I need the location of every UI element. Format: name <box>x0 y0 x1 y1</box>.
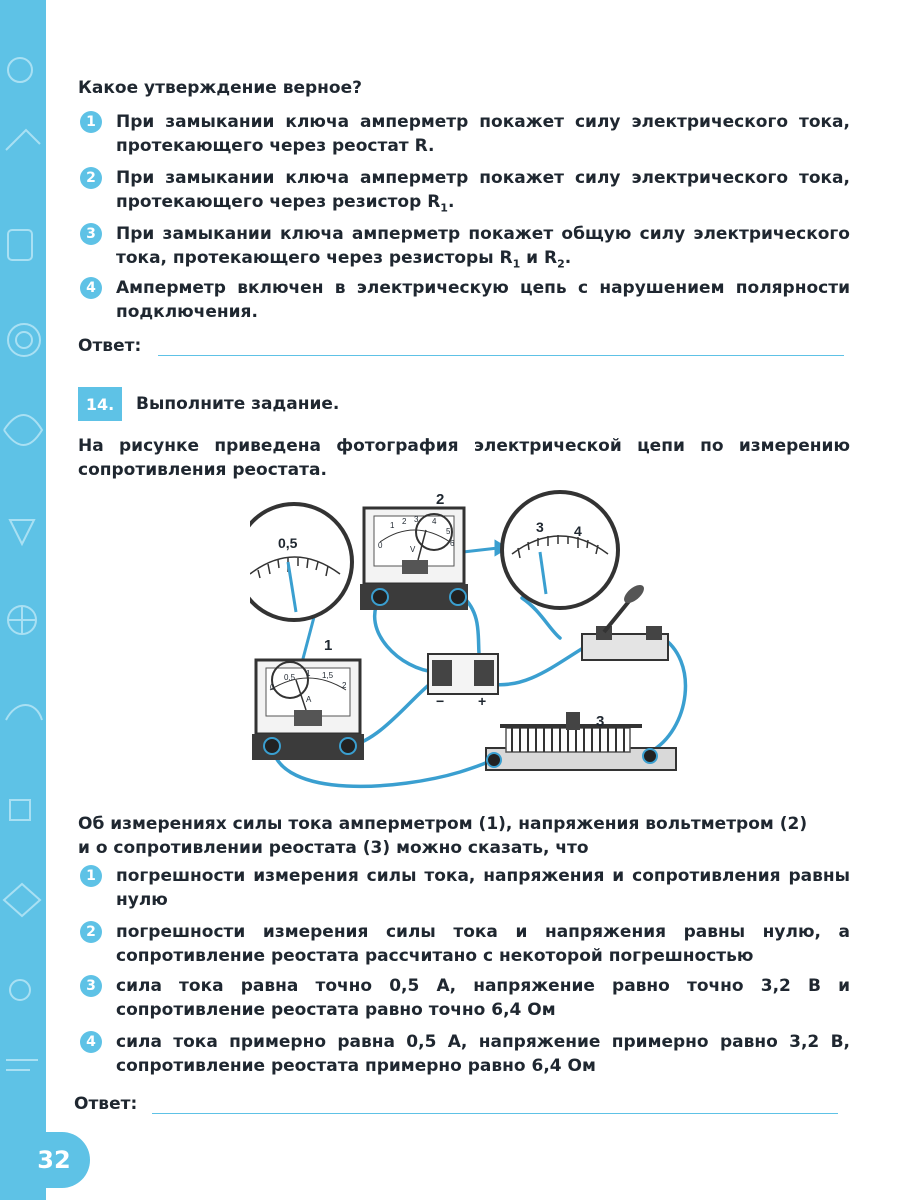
voltmeter-device <box>360 491 468 610</box>
q13-option-4[interactable] <box>78 276 850 324</box>
device-label-1: 1 <box>324 637 333 654</box>
option-text-end: . <box>447 192 455 212</box>
option-text: сила тока равна точно 0,5 А, напряжение равно точно 3,2 В и сопротивление реостата равно точно 6,4 Ом <box>116 976 850 1020</box>
voltmeter-zoom-dial <box>502 492 618 608</box>
circuit-figure <box>250 490 710 804</box>
option-text: погрешности измерения силы тока и напряжения равны нулю, а сопротивление реостата рассчитано с некоторой погрешностью <box>116 922 850 966</box>
q14-option-2[interactable] <box>78 920 850 968</box>
science-doodles-icon <box>0 0 46 1200</box>
option-text-end: . <box>564 248 572 268</box>
subscript: 1 <box>440 201 448 215</box>
option-text: При замыкании ключа амперметр покажет общую силу электрического тока, протекающего через резисторы R <box>116 224 850 268</box>
ammeter-scale-label: 1,5 <box>322 671 334 680</box>
q13-answer-field[interactable] <box>158 354 844 356</box>
ammeter-scale-label: 1 <box>306 669 311 678</box>
voltmeter-scale-label: 3 <box>414 515 419 524</box>
ammeter-device <box>252 637 364 760</box>
ammeter-scale-label: 0,5 <box>284 673 296 682</box>
battery <box>428 654 498 709</box>
q14-option-1[interactable] <box>78 864 850 912</box>
page-number: 32 <box>18 1132 90 1188</box>
task-14-lead-line-1: Об измерениях силы тока амперметром (1), напряжения вольтметром (2) <box>78 814 808 834</box>
option-number-badge: 4 <box>80 277 102 299</box>
option-number-badge: 2 <box>80 921 102 943</box>
ammeter-scale-label: 2 <box>342 681 347 690</box>
battery-plus-label: + <box>478 693 487 709</box>
side-decor-band <box>0 0 46 1200</box>
voltmeter-scale-label: 0 <box>378 541 383 550</box>
voltmeter-scale-label: 4 <box>432 517 437 526</box>
q13-answer-label: Ответ: <box>78 336 142 356</box>
device-label-3: 3 <box>596 713 605 730</box>
q13-option-1[interactable] <box>78 110 850 158</box>
option-number-badge: 4 <box>80 1031 102 1053</box>
q14-answer-label: Ответ: <box>74 1094 138 1114</box>
option-number-badge: 3 <box>80 975 102 997</box>
ammeter-zoom-dial <box>250 504 352 620</box>
zoom-tick-label: 0,5 <box>278 535 298 551</box>
q14-answer-field[interactable] <box>152 1112 838 1114</box>
option-number-badge: 3 <box>80 223 102 245</box>
subscript: 1 <box>512 257 521 271</box>
task-14-intro: На рисунке приведена фотография электрической цепи по измерению сопротивления реостата. <box>78 436 850 480</box>
option-number-badge: 1 <box>80 111 102 133</box>
option-number-badge: 2 <box>80 167 102 189</box>
zoom-tick-label: 4 <box>574 523 582 539</box>
q13-option-2[interactable] <box>78 166 850 220</box>
option-text: Амперметр включен в электрическую цепь с нарушением полярности подключения. <box>116 278 850 322</box>
zoom-tick-label: 3 <box>536 519 544 535</box>
option-text: погрешности измерения силы тока, напряжения и сопротивления равны нулю <box>116 866 850 910</box>
voltmeter-scale-label: 1 <box>390 521 395 530</box>
option-text: При замыкании ключа амперметр покажет силу электрического тока, протекающего через реостат R. <box>116 112 850 156</box>
task-number-badge: 14. <box>78 387 122 421</box>
option-text: При замыкании ключа амперметр покажет силу электрического тока, протекающего через резистор R <box>116 168 850 212</box>
q14-option-3[interactable] <box>78 974 850 1022</box>
option-number-badge: 1 <box>80 865 102 887</box>
task-14-lead-line-2: и о сопротивлении реостата (3) можно сказать, что <box>78 838 589 858</box>
option-text-mid: и R <box>520 248 558 268</box>
battery-minus-label: − <box>436 693 445 709</box>
question-13-text: Какое утверждение верное? <box>78 78 362 98</box>
voltmeter-scale-label: 5 <box>446 527 451 536</box>
ammeter-unit-label: A <box>306 695 312 704</box>
rheostat <box>486 712 676 770</box>
q14-option-4[interactable] <box>78 1030 850 1078</box>
q13-option-3[interactable] <box>78 222 850 276</box>
voltmeter-scale-label: 2 <box>402 517 407 526</box>
voltmeter-unit-label: V <box>410 545 416 554</box>
ammeter-scale-label: 0 <box>270 683 275 692</box>
voltmeter-scale-label: 6 <box>450 539 455 548</box>
subscript: 2 <box>557 257 565 271</box>
device-label-2: 2 <box>436 491 445 508</box>
option-text: сила тока примерно равна 0,5 А, напряжение примерно равно 3,2 В, сопротивление реостата примерно равно 6,4 Ом <box>116 1032 850 1076</box>
task-title: Выполните задание. <box>136 394 340 414</box>
task-14-header <box>78 386 339 422</box>
